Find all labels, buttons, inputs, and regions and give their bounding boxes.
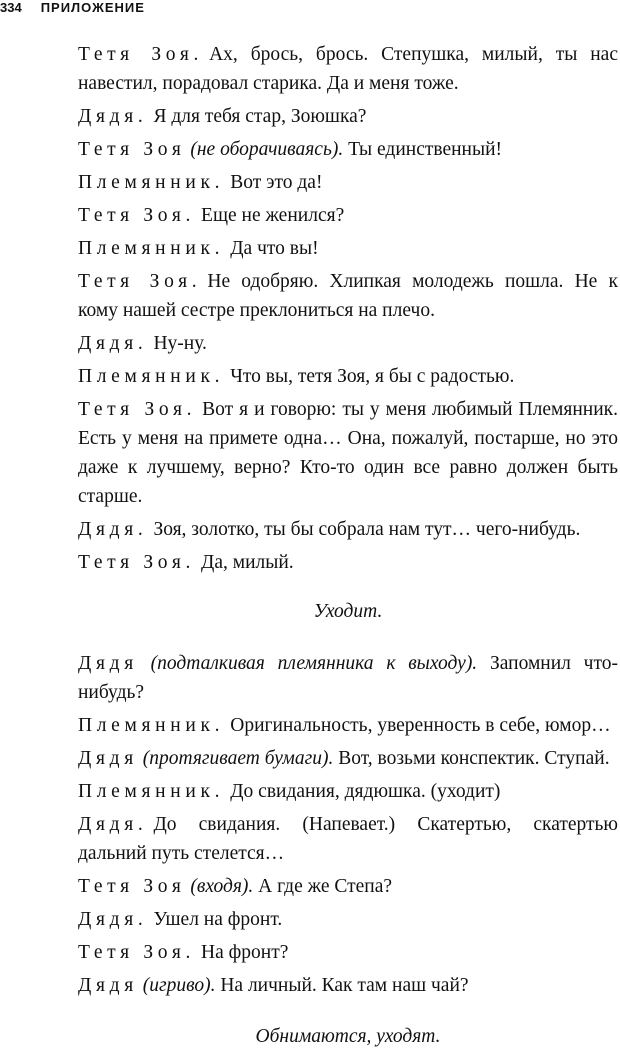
speaker-name: Дядя. (78, 909, 148, 930)
stage-direction: Уходит. (313, 601, 383, 622)
line-text: Ну-ну. (153, 333, 207, 354)
line-text: До свидания, дядюшка. (уходит) (230, 781, 501, 802)
dialogue-line (78, 515, 618, 544)
speaker-name: Тетя Зоя. (78, 942, 196, 963)
speaker-name: Дядя (78, 653, 138, 674)
speaker-name: Племянник. (78, 172, 225, 193)
dialogue-line (78, 777, 618, 806)
page-header (0, 0, 145, 16)
dialogue-line (78, 711, 618, 740)
page-number: 334 (0, 0, 22, 15)
speaker-name: Тетя Зоя. (78, 552, 196, 573)
line-text: Ах, брось, брось. Степушка, милый, ты нас навестил, порадовал старика. Да и меня тоже. (78, 44, 618, 94)
speaker-name: Племянник. (78, 366, 225, 387)
line-text: На личный. Как там наш чай? (220, 975, 469, 996)
speaker-name: Дядя. (78, 519, 148, 540)
line-text: Вот я и говорю: ты у меня любимый Племянник. Есть у меня на примете одна… Она, пожалуй, постарше, но это даже к лучшему, верно? Кто-то один все равно должен быть старше. (78, 399, 618, 507)
dialogue-line (78, 548, 618, 577)
dialogue-line (78, 40, 618, 98)
line-text: Да что вы! (230, 238, 319, 259)
speaker-name: Дядя (78, 748, 138, 769)
line-text: Да, милый. (201, 552, 294, 573)
speaker-name: Дядя. (78, 333, 148, 354)
speaker-name: Тетя Зоя (78, 139, 186, 160)
line-text: Не одобряю. Хлипкая молодежь пошла. Не к кому нашей сестре преклониться на плечо. (78, 271, 618, 321)
play-text (78, 40, 618, 1051)
stage-remark: (игриво). (142, 975, 216, 996)
line-text: Еще не женился? (201, 205, 345, 226)
stage-remark: (не оборачиваясь). (190, 139, 344, 160)
dialogue-line (78, 329, 618, 358)
dialogue-line (78, 872, 618, 901)
line-text: Вот, возьми конспектик. Ступай. (338, 748, 610, 769)
stage-remark: (подталкивая племянника к выходу). (150, 653, 478, 674)
stage-remark: (входя). (190, 876, 254, 897)
dialogue-line (78, 201, 618, 230)
dialogue-line (78, 395, 618, 511)
line-text: До свидания. (Напевает.) Скатертью, скатертью дальний путь стелется… (78, 814, 618, 864)
speaker-name: Тетя Зоя (78, 876, 186, 897)
speaker-name: Дядя. (78, 106, 148, 127)
speaker-name: Тетя Зоя. (78, 44, 204, 65)
dialogue-line (78, 102, 618, 131)
speaker-name: Племянник. (78, 781, 225, 802)
stage-remark: (протягивает бумаги). (142, 748, 334, 769)
dialogue-line (78, 905, 618, 934)
speaker-name: Тетя Зоя. (78, 399, 197, 420)
dialogue-line (78, 135, 618, 164)
line-text: Я для тебя стар, Зоюшка? (153, 106, 367, 127)
line-text: Что вы, тетя Зоя, я бы с радостью. (230, 366, 515, 387)
dialogue-line (78, 971, 618, 1000)
line-text: Оригинальность, уверенность в себе, юмор… (230, 715, 611, 736)
dialogue-line (78, 810, 618, 868)
dialogue-line (78, 234, 618, 263)
speaker-name: Тетя Зоя. (78, 205, 196, 226)
dialogue-line (78, 744, 618, 773)
running-head: ПРИЛОЖЕНИЕ (40, 0, 145, 15)
speaker-name: Тетя Зоя. (78, 271, 202, 292)
line-text: На фронт? (201, 942, 289, 963)
line-text: Зоя, золотко, ты бы собрала нам тут… чего-нибудь. (153, 519, 581, 540)
dialogue-line (78, 267, 618, 325)
line-text: Запомнил что-нибудь? (78, 653, 618, 703)
speaker-name: Племянник. (78, 238, 225, 259)
speaker-name: Дядя (78, 975, 138, 996)
line-text: Вот это да! (230, 172, 323, 193)
line-text: Ты единственный! (348, 139, 503, 160)
line-text: А где же Степа? (258, 876, 393, 897)
speaker-name: Дядя. (78, 814, 148, 835)
dialogue-line (78, 938, 618, 967)
stage-direction: Обнимаются, уходят. (255, 1026, 441, 1047)
line-text: Ушел на фронт. (153, 909, 283, 930)
dialogue-line (78, 362, 618, 391)
speaker-name: Племянник. (78, 715, 225, 736)
dialogue-line (78, 649, 618, 707)
dialogue-line (78, 168, 618, 197)
